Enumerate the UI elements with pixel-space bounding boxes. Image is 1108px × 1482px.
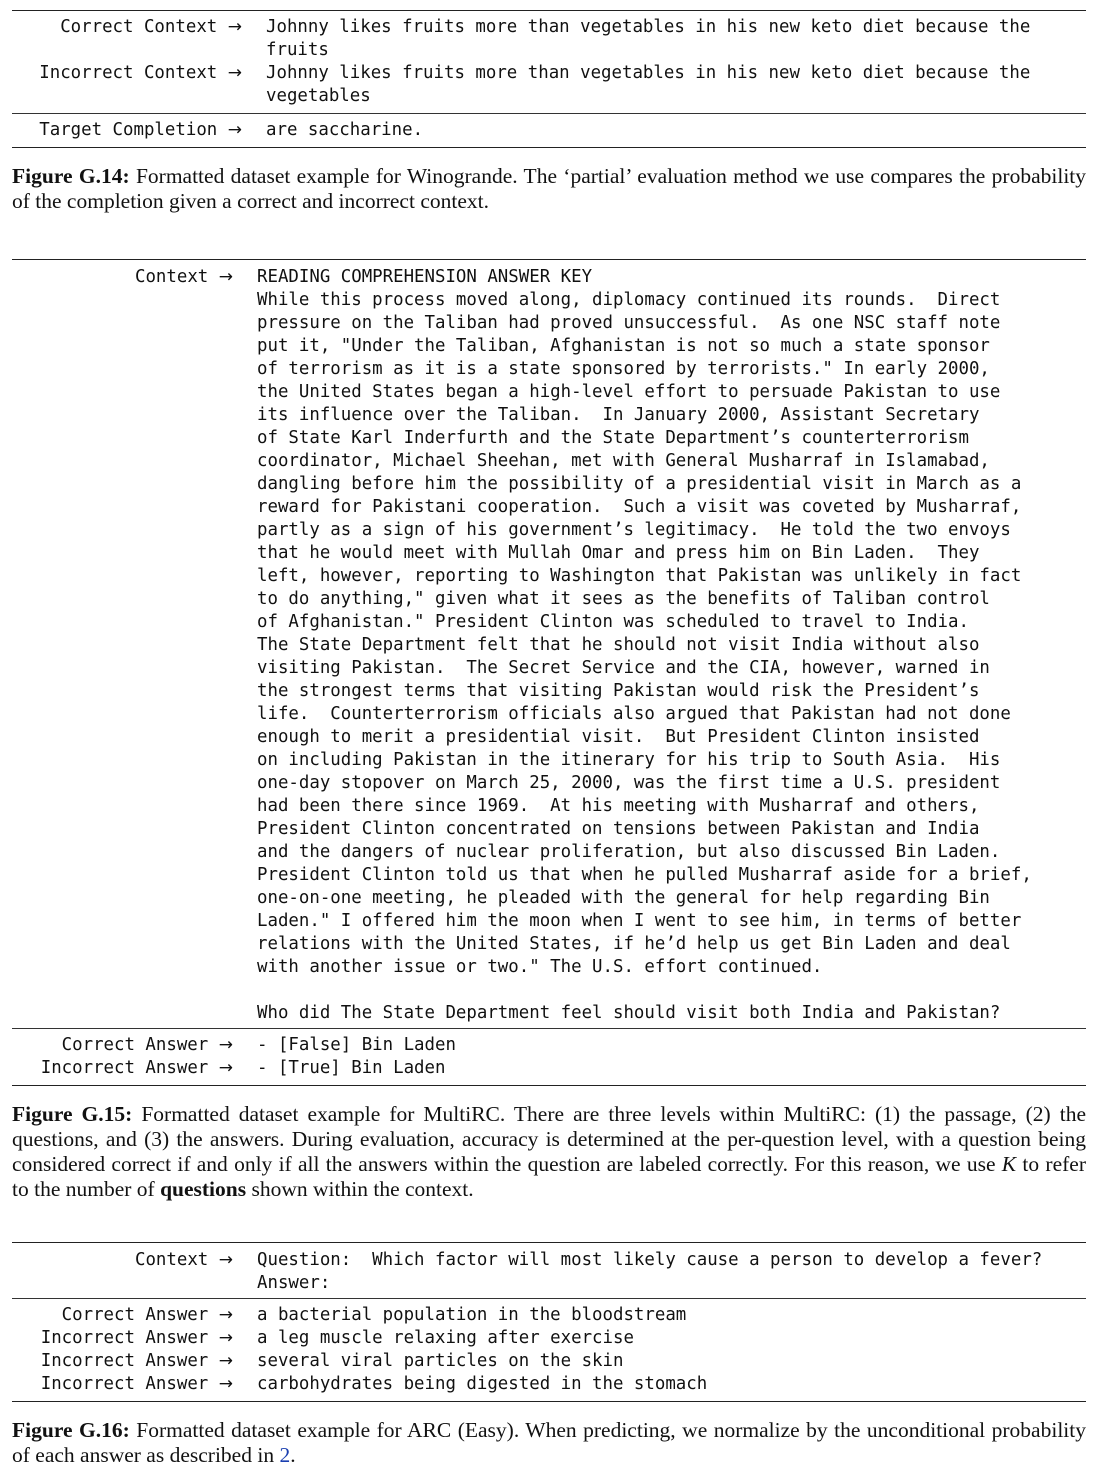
answer-text: - [True] Bin Laden [257, 1058, 446, 1078]
row-label: Context [134, 267, 209, 287]
caption-text: Formatted dataset example for MultiRC. There are three levels within MultiRC: (1) the passage, (2) the questions, and (3) the answers. During evaluation, accuracy is determined at the per-question level, with a question being considered correct if and only if all the answers within the question are labeled correctly. For this reason, we use [12, 1102, 1086, 1176]
caption-text: shown within the context. [251, 1177, 474, 1201]
answer-text: - [False] Bin Laden [257, 1035, 456, 1055]
arrow-icon: → [218, 1351, 233, 1371]
math-k: K [1001, 1152, 1017, 1176]
example-row [12, 62, 1086, 108]
caption-text: Formatted dataset example for Winogrande. The ‘partial’ evaluation method we use compares the probability of the completion given a correct and incorrect context. [12, 164, 1087, 213]
arrow-icon: → [218, 1250, 233, 1270]
row-label: Incorrect Context [39, 63, 218, 83]
row-label: Context [134, 1250, 209, 1270]
arrow-icon: → [218, 1305, 233, 1325]
row-text: are saccharine. [266, 120, 424, 140]
answer-text: carbohydrates being digested in the stomach [257, 1374, 708, 1394]
context-row [12, 266, 1086, 1025]
row-label: Target Completion [39, 120, 218, 140]
row-label: Correct Answer [61, 1035, 209, 1055]
caption-text: to refer to the number of [12, 1152, 1086, 1201]
figure-caption [12, 164, 1086, 214]
caption-text: Formatted dataset example for ARC (Easy). When predicting, we normalize by the unconditional probability of each answer as described in [12, 1418, 1086, 1467]
row-text: Johnny likes fruits more than vegetables in his new keto diet because the fruits [266, 17, 1031, 60]
bottom-rule [12, 1401, 1086, 1402]
context-row [12, 1249, 1086, 1295]
section-reference-link[interactable]: 2 [279, 1443, 291, 1467]
answer-text: several viral particles on the skin [257, 1351, 624, 1371]
row-label: Incorrect Answer [40, 1351, 209, 1371]
arrow-icon: → [218, 1374, 233, 1394]
figure-g14 [12, 10, 1086, 214]
answer-row [12, 1057, 1086, 1080]
figure-g16 [12, 1242, 1086, 1468]
target-row [12, 119, 1086, 142]
caption-label: Figure G.14: [12, 164, 130, 188]
arrow-icon: → [218, 1035, 233, 1055]
answer-text: a bacterial population in the bloodstream [257, 1305, 687, 1325]
answer-row [12, 1304, 1086, 1327]
figure-g15 [12, 259, 1086, 1202]
context-text: READING COMPREHENSION ANSWER KEY While this process moved along, diplomacy continued its rounds. Direct pressure on the Taliban had proved unsuccessful. As one NSC staff note put it, "Under the Taliban, Afghanistan is not so much a state sponsor of terrorism as it is a state sponsored by terrorists." In early 2000, the United States began a high-level effort to persuade Pakistan to use its influence over the Taliban. In January 2000, Assistant Secretary of State Karl Inderfurth and the State Department’s counterterrorism coordinator, Michael Sheehan, met with General Musharraf in Islamabad, dangling before him the possibility of a presidential visit in March as a reward for Pakistani cooperation. Such a visit was coveted by Musharraf, partly as a sign of his government’s legitimacy. He told the two envoys that he would meet with Mullah Omar and press him on Bin Laden. They left, however, reporting to Washington that Pakistan was unlikely in fact to do anything," given what it sees as the benefits of Taliban control of Afghanistan." President Clinton was scheduled to travel to India. The State Department felt that he should not visit India without also visiting Pakistan. The Secret Service and the CIA, however, warned in the strongest terms that visiting Pakistan would risk the President’s life. Counterterrorism officials also argued that Pakistan had not done enough to merit a presidential visit. But President Clinton insisted on including Pakistan in the itinerary for his trip to South Asia. His one-day stopover on March 25, 2000, was the first time a U.S. president had been there since 1969. At his meeting with Musharraf and others, President Clinton concentrated on tensions between Pakistan and India and the dangers of nuclear proliferation, but also discussed Bin Laden. President Clinton told us that when he pulled Musharraf aside for a brief, one-on-one meeting, he pleaded with the general for help regarding Bin Laden." I offered him the moon when I went to see him, in terms of better relations with the United States, if he’d help us get Bin Laden and deal with another issue or two." The U.S. effort continued. Who did The State Department feel should visit both India and Pakistan? [257, 267, 1032, 1023]
arrow-icon: → [218, 267, 233, 287]
row-label: Incorrect Answer [40, 1374, 209, 1394]
answer-row [12, 1327, 1086, 1350]
bottom-rule [12, 1085, 1086, 1086]
bottom-rule [12, 147, 1086, 148]
caption-label: Figure G.16: [12, 1418, 130, 1442]
caption-end: . [290, 1443, 296, 1467]
context-text: Question: Which factor will most likely cause a person to develop a fever? Answer: [257, 1250, 1043, 1293]
row-label: Incorrect Answer [40, 1328, 209, 1348]
arrow-icon: → [218, 1328, 233, 1348]
answer-text: a leg muscle relaxing after exercise [257, 1328, 634, 1348]
arrow-icon: → [227, 120, 242, 140]
example-row [12, 16, 1086, 62]
caption-emphasis: questions [160, 1177, 247, 1201]
row-label: Correct Answer [61, 1305, 209, 1325]
row-label: Incorrect Answer [40, 1058, 209, 1078]
arrow-icon: → [227, 63, 242, 83]
caption-label: Figure G.15: [12, 1102, 133, 1126]
answer-row [12, 1350, 1086, 1373]
row-label: Correct Context [60, 17, 218, 37]
figure-caption [12, 1102, 1086, 1202]
arrow-icon: → [218, 1058, 233, 1078]
arrow-icon: → [227, 17, 242, 37]
answer-row [12, 1034, 1086, 1057]
row-text: Johnny likes fruits more than vegetables in his new keto diet because the vegetables [266, 63, 1031, 106]
answer-row [12, 1373, 1086, 1396]
figure-caption [12, 1418, 1086, 1468]
